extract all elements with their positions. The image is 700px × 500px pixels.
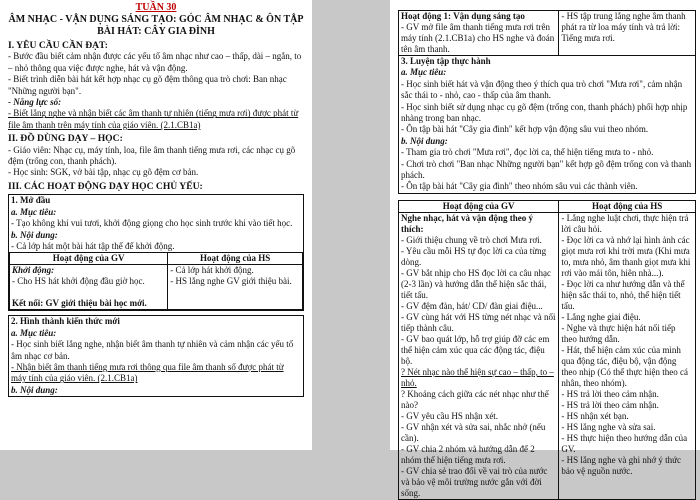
paragraph: - Cả lớp hát một bài hát tập thể để khởi động. bbox=[11, 240, 175, 251]
paragraph: - Học sinh biết hát và vận động theo ý thích qua trò chơi "Mưa rơi", cảm nhận sắc thái to - nhỏ, cao - thấp của âm thanh. bbox=[401, 78, 683, 101]
cell-text: - HS lắng nghe GV giới thiệu bài. bbox=[170, 276, 292, 287]
cell-text: - Yêu cầu mỗi HS tự đọc lời ca của từng dòng. bbox=[401, 245, 547, 267]
section-heading-materials: II. ĐỒ DÙNG DẠY – HỌC: bbox=[8, 133, 123, 145]
teacher-cell bbox=[399, 11, 559, 56]
subheading-objective: a. Mục tiêu: bbox=[401, 67, 447, 78]
cell-text: - GV mở file âm thanh tiếng mưa rơi trên máy tính (2.1.CB1a) cho HS nghe và đoán tên âm thanh. bbox=[401, 22, 555, 54]
cell-text: ? Khoảng cách giữa các nét nhạc như thế nào? bbox=[401, 388, 549, 410]
cell-text: - GV đệm đàn, hát/ CD/ đàn giai điệu... bbox=[401, 300, 543, 311]
paragraph: - Nhận biết âm thanh tiếng mưa rơi thông qua file âm thanh số được phát từ máy tính của giáo viên. (2.1.CB1a) bbox=[11, 361, 284, 384]
cell-heading: Khởi động: bbox=[12, 265, 55, 276]
cell-text: - Đọc lời ca và nhớ lại hình ảnh các giọt mưa rơi khi trời mưa (Khi mưa to, mưa nhỏ, âm thanh giọt mưa khi rơi vào mái tôn, hiên nhà...). bbox=[561, 234, 691, 278]
activity-table-creative bbox=[398, 10, 696, 56]
activity-table-warmup bbox=[9, 252, 303, 310]
week-heading: TUẦN 30 bbox=[135, 2, 177, 13]
cell-text: - Giới thiệu chung về trò chơi Mưa rơi. bbox=[401, 234, 542, 245]
activity-box-practice bbox=[398, 56, 696, 194]
cell-text: - HS lắng nghe và sửa sai. bbox=[561, 421, 656, 432]
cell-text: - HS lắng nghe và ghi nhớ ý thức bảo vệ nguồn nước. bbox=[561, 454, 681, 476]
cell-text: - Đọc lời ca như hướng dẫn và thể hiện sắc thái to, nhỏ, thể hiện tiết tấu. bbox=[561, 278, 685, 311]
cell-text: - Hát, thể hiện cảm xúc của mình qua động tác, điệu bộ, vận động theo nhịp (Có thể thực hiện theo cá nhân, theo nhóm). bbox=[561, 344, 688, 388]
cell-heading: Nghe nhạc, hát và vận động theo ý thích: bbox=[401, 212, 534, 234]
activity-box-new-knowledge bbox=[8, 315, 304, 397]
student-cell bbox=[168, 265, 303, 310]
paragraph: - Ôn tập bài hát "Cây gia đình" kết hợp vận động sâu vui theo nhóm. bbox=[401, 124, 649, 135]
teacher-cell bbox=[10, 265, 168, 310]
cell-text: - GV bao quát lớp, hỗ trợ giúp đỡ các em thể hiện cảm xúc qua các động tác, điệu bộ. bbox=[401, 333, 550, 366]
student-cell bbox=[559, 212, 696, 499]
cell-text: Kết nối: GV giới thiệu bài học mới. bbox=[12, 298, 147, 309]
lesson-title: ÂM NHẠC - VẬN DỤNG SÁNG TẠO: GÓC ÂM NHẠC & ÔN TẬP bbox=[8, 14, 304, 25]
paragraph: - Giáo viên: Nhạc cụ, máy tính, loa, file âm thanh tiếng mưa rơi, các nhạc cụ gõ đệm (trống con, thanh phách). bbox=[8, 144, 296, 167]
subheading-content: b. Nội dung: bbox=[401, 135, 448, 146]
teacher-cell bbox=[399, 212, 559, 499]
paragraph: - Biết trình diễn bài hát kết hợp nhạc cụ gõ đệm thông qua trò chơi: Ban nhạc "Những người bạn". bbox=[8, 74, 287, 96]
cell-text: - GV yêu cầu HS nhận xét. bbox=[401, 410, 499, 421]
activity-box-warmup bbox=[8, 194, 304, 311]
cell-text: - GV nhận xét và sửa sai, nhắc nhở (nếu cần). bbox=[401, 421, 546, 443]
document-page-left bbox=[0, 0, 312, 450]
section-heading-activities: III. CÁC HOẠT ĐỘNG DẠY HỌC CHỦ YẾU: bbox=[8, 180, 203, 192]
paragraph: - Chơi trò chơi "Ban nhạc Những người bạn" kết hợp gõ đệm trống con và thanh phách. bbox=[401, 158, 692, 181]
paragraph: - Học sinh biết lắng nghe, nhận biết âm thanh tự nhiên và cảm nhận các yếu tố âm nhạc cơ bản. bbox=[11, 339, 294, 361]
activity-title: 2. Hình thành kiến thức mới bbox=[11, 316, 120, 327]
activity-title: 3. Luyện tập thực hành bbox=[401, 56, 491, 66]
song-title: BÀI HÁT: CÂY GIA ĐÌNH bbox=[97, 26, 215, 37]
cell-text: ? Nét nhạc nào thể hiện sự cao – thấp, to – nhỏ. bbox=[401, 366, 554, 388]
cell-text: - GV chia sẻ trao đổi về vai trò của nước và bảo vệ môi trường nước gắn với đời sống. bbox=[401, 465, 548, 498]
paragraph: - Biết lắng nghe và nhận biết các âm thanh tự nhiên (tiếng mưa rơi) được phát từ file âm thanh trên máy tính của giáo viên. (2.1.CB1a) bbox=[8, 108, 299, 130]
section-heading-objectives: I. YÊU CẦU CẦN ĐẠT: bbox=[8, 40, 108, 51]
col-header-student: Hoạt động của HS bbox=[559, 200, 696, 212]
cell-text: - HS trả lời theo cảm nhận. bbox=[561, 388, 659, 399]
document-page-right bbox=[390, 0, 700, 498]
paragraph: - Tạo không khí vui tươi, khởi động giọng cho học sinh trước khi vào tiết học. bbox=[11, 218, 293, 229]
cell-heading: Hoạt động 1: Vận dụng sáng tạo bbox=[401, 11, 525, 21]
activity-table-practice bbox=[398, 200, 696, 500]
cell-text: - GV chia 2 nhóm và hướng dẫn để 2 nhóm thể hiện tiếng mưa rơi. bbox=[401, 443, 535, 465]
cell-text: - HS nhận xét bạn. bbox=[561, 410, 629, 421]
col-header-teacher: Hoạt động của GV bbox=[399, 200, 559, 212]
col-header-teacher: Hoạt động của GV bbox=[10, 253, 168, 265]
cell-text: - Nghe và thực hiện hát nối tiếp theo hướng dẫn. bbox=[561, 322, 676, 344]
subheading-objective: a. Mục tiêu: bbox=[11, 327, 57, 338]
subheading-content: b. Nội dung: bbox=[11, 229, 58, 240]
cell-text: - HS thực hiện theo hướng dẫn của GV. bbox=[561, 432, 688, 454]
cell-text: - Cả lớp hát khởi động. bbox=[170, 265, 254, 276]
cell-text: - GV cùng hát với HS từng nét nhạc và nối tiếp thành câu. bbox=[401, 311, 556, 333]
student-cell bbox=[559, 11, 696, 56]
cell-text: - GV bắt nhịp cho HS đọc lời ca câu nhạc (2-3 lần) và hướng dẫn thể hiện sắc thái, tiết tấu. bbox=[401, 267, 552, 300]
cell-text: - HS tập trung lắng nghe âm thanh phát ra từ loa máy tính và trả lời: Tiếng mưa rơi. bbox=[561, 11, 686, 43]
cell-text: - Cho HS hát khởi động đầu giờ học. bbox=[12, 276, 145, 287]
paragraph: - Ôn tập bài hát "Cây gia đình" theo nhóm sâu vui các thành viên. bbox=[401, 181, 638, 192]
paragraph: - Bước đầu biết cảm nhận được các yếu tố âm nhạc như cao – thấp, dài – ngắn, to – nhỏ thông qua việc được nghe, hát và vận động. bbox=[8, 51, 302, 73]
subheading-digital-competence: - Năng lực số: bbox=[8, 97, 62, 108]
cell-text: - Lắng nghe luật chơi, thực hiện trả lời câu hỏi. bbox=[561, 212, 689, 234]
cell-text: - HS trả lời theo cảm nhận. bbox=[561, 399, 659, 410]
activity-title: 1. Mở đầu bbox=[11, 195, 51, 206]
col-header-student: Hoạt động của HS bbox=[168, 253, 303, 265]
subheading-objective: a. Mục tiêu: bbox=[11, 206, 57, 217]
paragraph: - Học sinh: SGK, vở bài tập, nhạc cụ gõ đệm cơ bản. bbox=[8, 167, 199, 178]
paragraph: - Tham gia trò chơi "Mưa rơi", đọc lời ca, thể hiện tiếng mưa to - nhỏ. bbox=[401, 147, 654, 158]
paragraph: - Học sinh biết sử dụng nhạc cụ gõ đệm (trống con, thanh phách) phối hợp nhịp nhàng trong ban nhạc. bbox=[401, 101, 688, 124]
cell-text: - Lắng nghe giai điệu. bbox=[561, 311, 641, 322]
subheading-content: b. Nội dung: bbox=[11, 384, 58, 395]
